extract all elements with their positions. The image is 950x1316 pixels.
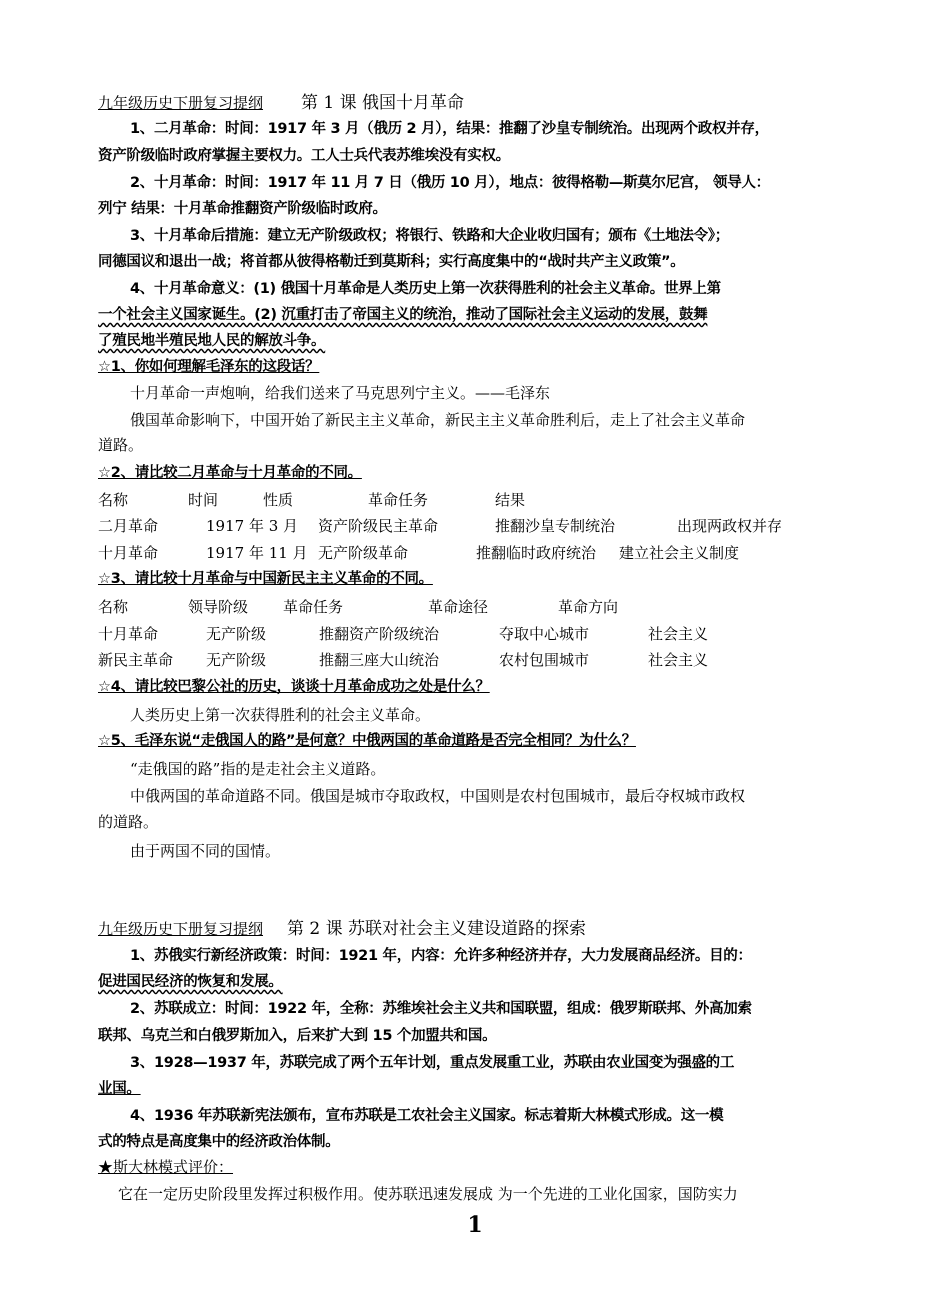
l2-p4-line1: 4、1936 年苏联新宪法颁布，宣布苏联是工农社会主义国家。标志着斯大林模式形成。这一模 [130,1108,724,1124]
table-cell: 夺取中心城市 [499,625,590,643]
doc-header: 九年级历史下册复习提纲 [98,920,264,938]
l1-p3-line1: 3、十月革命后措施：建立无产阶级政权；将银行、铁路和大企业收归国有；颁布《土地法令》； [130,228,729,244]
q2-col-result: 结果 [495,491,526,509]
table-cell: 社会主义 [648,651,709,669]
q3-col-class: 领导阶级 [188,598,249,616]
l2-p4-line2: 式的特点是高度集中的经济政治体制。 [98,1134,340,1150]
q3-table-header [98,596,618,618]
l2-p2-line1: 2、苏联成立：时间：1922 年，全称：苏维埃社会主义共和国联盟，组成：俄罗斯联邦、外高加索 [130,1001,752,1017]
lesson-title: 第 1 课 俄国十月革命 [301,93,465,113]
l1-p4-line2: 一个社会主义国家诞生。(2) 沉重打击了帝国主义的统治，推动了国际社会主义运动的发展，鼓舞 [98,307,708,323]
lesson1-heading [98,92,464,114]
q4-answer: 人类历史上第一次获得胜利的社会主义革命。 [130,706,431,724]
l1-p4-line3: 了殖民地半殖民地人民的解放斗争。 [98,333,326,349]
table-cell: 十月革命 [98,625,159,643]
table-cell: 建立社会主义制度 [619,544,740,562]
q5-answer-line2: 中俄两国的革命道路不同。俄国是城市夺取政权，中国则是农村包围城市，最后夺权城市政权 [130,787,746,805]
q1-quote: 十月革命一声炮响，给我们送来了马克思列宁主义。——毛泽东 [130,384,551,402]
l2-p3-line2: 业国。 [98,1081,141,1097]
table-cell: 推翻临时政府统治 [476,544,597,562]
question-3: ☆3、请比较十月革命与中国新民主主义革命的不同。 [98,571,433,587]
question-1: ☆1、你如何理解毛泽东的这段话？ [98,359,320,375]
q1-answer-line1: 俄国革命影响下，中国开始了新民主主义革命，新民主主义革命胜利后，走上了社会主义革命 [130,411,746,429]
q2-col-time: 时间 [188,491,219,509]
page-number: 1 [467,1212,483,1238]
stalin-model-eval-text: 它在一定历史阶段里发挥过积极作用。使苏联迅速发展成 为一个先进的工业化国家，国防实力 [118,1185,738,1203]
l1-p1-line1: 1、二月革命：时间：1917 年 3 月（俄历 2 月），结果：推翻了沙皇专制统治。出现两个政权并存， [130,121,769,137]
q2-col-task: 革命任务 [368,491,429,509]
q3-col-path: 革命途径 [428,598,489,616]
q3-col-name: 名称 [98,598,129,616]
doc-header: 九年级历史下册复习提纲 [98,94,264,112]
q3-col-task: 革命任务 [283,598,344,616]
table-cell: 十月革命 [98,544,159,562]
table-cell: 新民主革命 [98,651,174,669]
table-cell: 无产阶级 [206,625,267,643]
question-4: ☆4、请比较巴黎公社的历史，谈谈十月革命成功之处是什么？ [98,679,490,695]
l2-p3-line1: 3、1928—1937 年，苏联完成了两个五年计划，重点发展重工业，苏联由农业国变为强盛的工 [130,1055,735,1071]
lesson-title: 第 2 课 苏联对社会主义建设道路的探索 [287,919,587,939]
q2-table-row [98,542,739,564]
question-2: ☆2、请比较二月革命与十月革命的不同。 [98,465,362,481]
l1-p2-line1: 2、十月革命：时间：1917 年 11 月 7 日（俄历 10 月），地点：彼得格勒—斯莫尔尼宫， 领导人： [130,175,770,191]
q1-answer-line2: 道路。 [98,436,144,454]
table-cell: 无产阶级革命 [318,544,409,562]
table-cell: 二月革命 [98,517,159,535]
l2-p1-line2: 促进国民经济的恢复和发展。 [98,974,283,990]
q2-table-row [98,515,782,537]
l1-p1-line2: 资产阶级临时政府掌握主要权力。工人士兵代表苏维埃没有实权。 [98,148,510,164]
q5-answer-line1: “走俄国的路”指的是走社会主义道路。 [130,760,386,778]
question-5: ☆5、毛泽东说“走俄国人的路”是何意？中俄两国的革命道路是否完全相同？为什么？ [98,733,636,749]
table-cell: 推翻三座大山统治 [319,651,440,669]
l2-p1-line1: 1、苏俄实行新经济政策：时间：1921 年，内容：允许多种经济并存，大力发展商品经济。目的： [130,948,752,964]
lesson2-heading [98,918,586,940]
table-cell: 社会主义 [648,625,709,643]
table-cell: 无产阶级 [206,651,267,669]
stalin-model-eval-title: ★斯大林模式评价： [98,1158,234,1176]
q2-col-nature: 性质 [263,491,294,509]
q5-answer-line3: 的道路。 [98,813,159,831]
q3-table-row [98,649,708,671]
l2-p2-line2: 联邦、乌克兰和白俄罗斯加入，后来扩大到 15 个加盟共和国。 [98,1028,497,1044]
q3-table-row [98,623,708,645]
l1-p2-line2: 列宁 结果：十月革命推翻资产阶级临时政府。 [98,201,387,217]
l1-p3-line2: 同德国议和退出一战；将首都从彼得格勒迁到莫斯科；实行高度集中的“战时共产主义政策”。 [98,254,685,270]
table-cell: 推翻资产阶级统治 [319,625,440,643]
table-cell: 出现两政权并存 [677,517,783,535]
q2-table-header [98,489,525,511]
l1-p4-line1: 4、十月革命意义：(1) 俄国十月革命是人类历史上第一次获得胜利的社会主义革命。世界上第 [130,281,721,297]
table-cell: 1917 年 11 月 [206,544,308,562]
q5-answer-line4: 由于两国不同的国情。 [130,842,281,860]
q3-col-direction: 革命方向 [558,598,619,616]
table-cell: 推翻沙皇专制统治 [495,517,616,535]
q2-col-name: 名称 [98,491,129,509]
table-cell: 1917 年 3 月 [206,517,299,535]
table-cell: 资产阶级民主革命 [318,517,439,535]
table-cell: 农村包围城市 [499,651,590,669]
